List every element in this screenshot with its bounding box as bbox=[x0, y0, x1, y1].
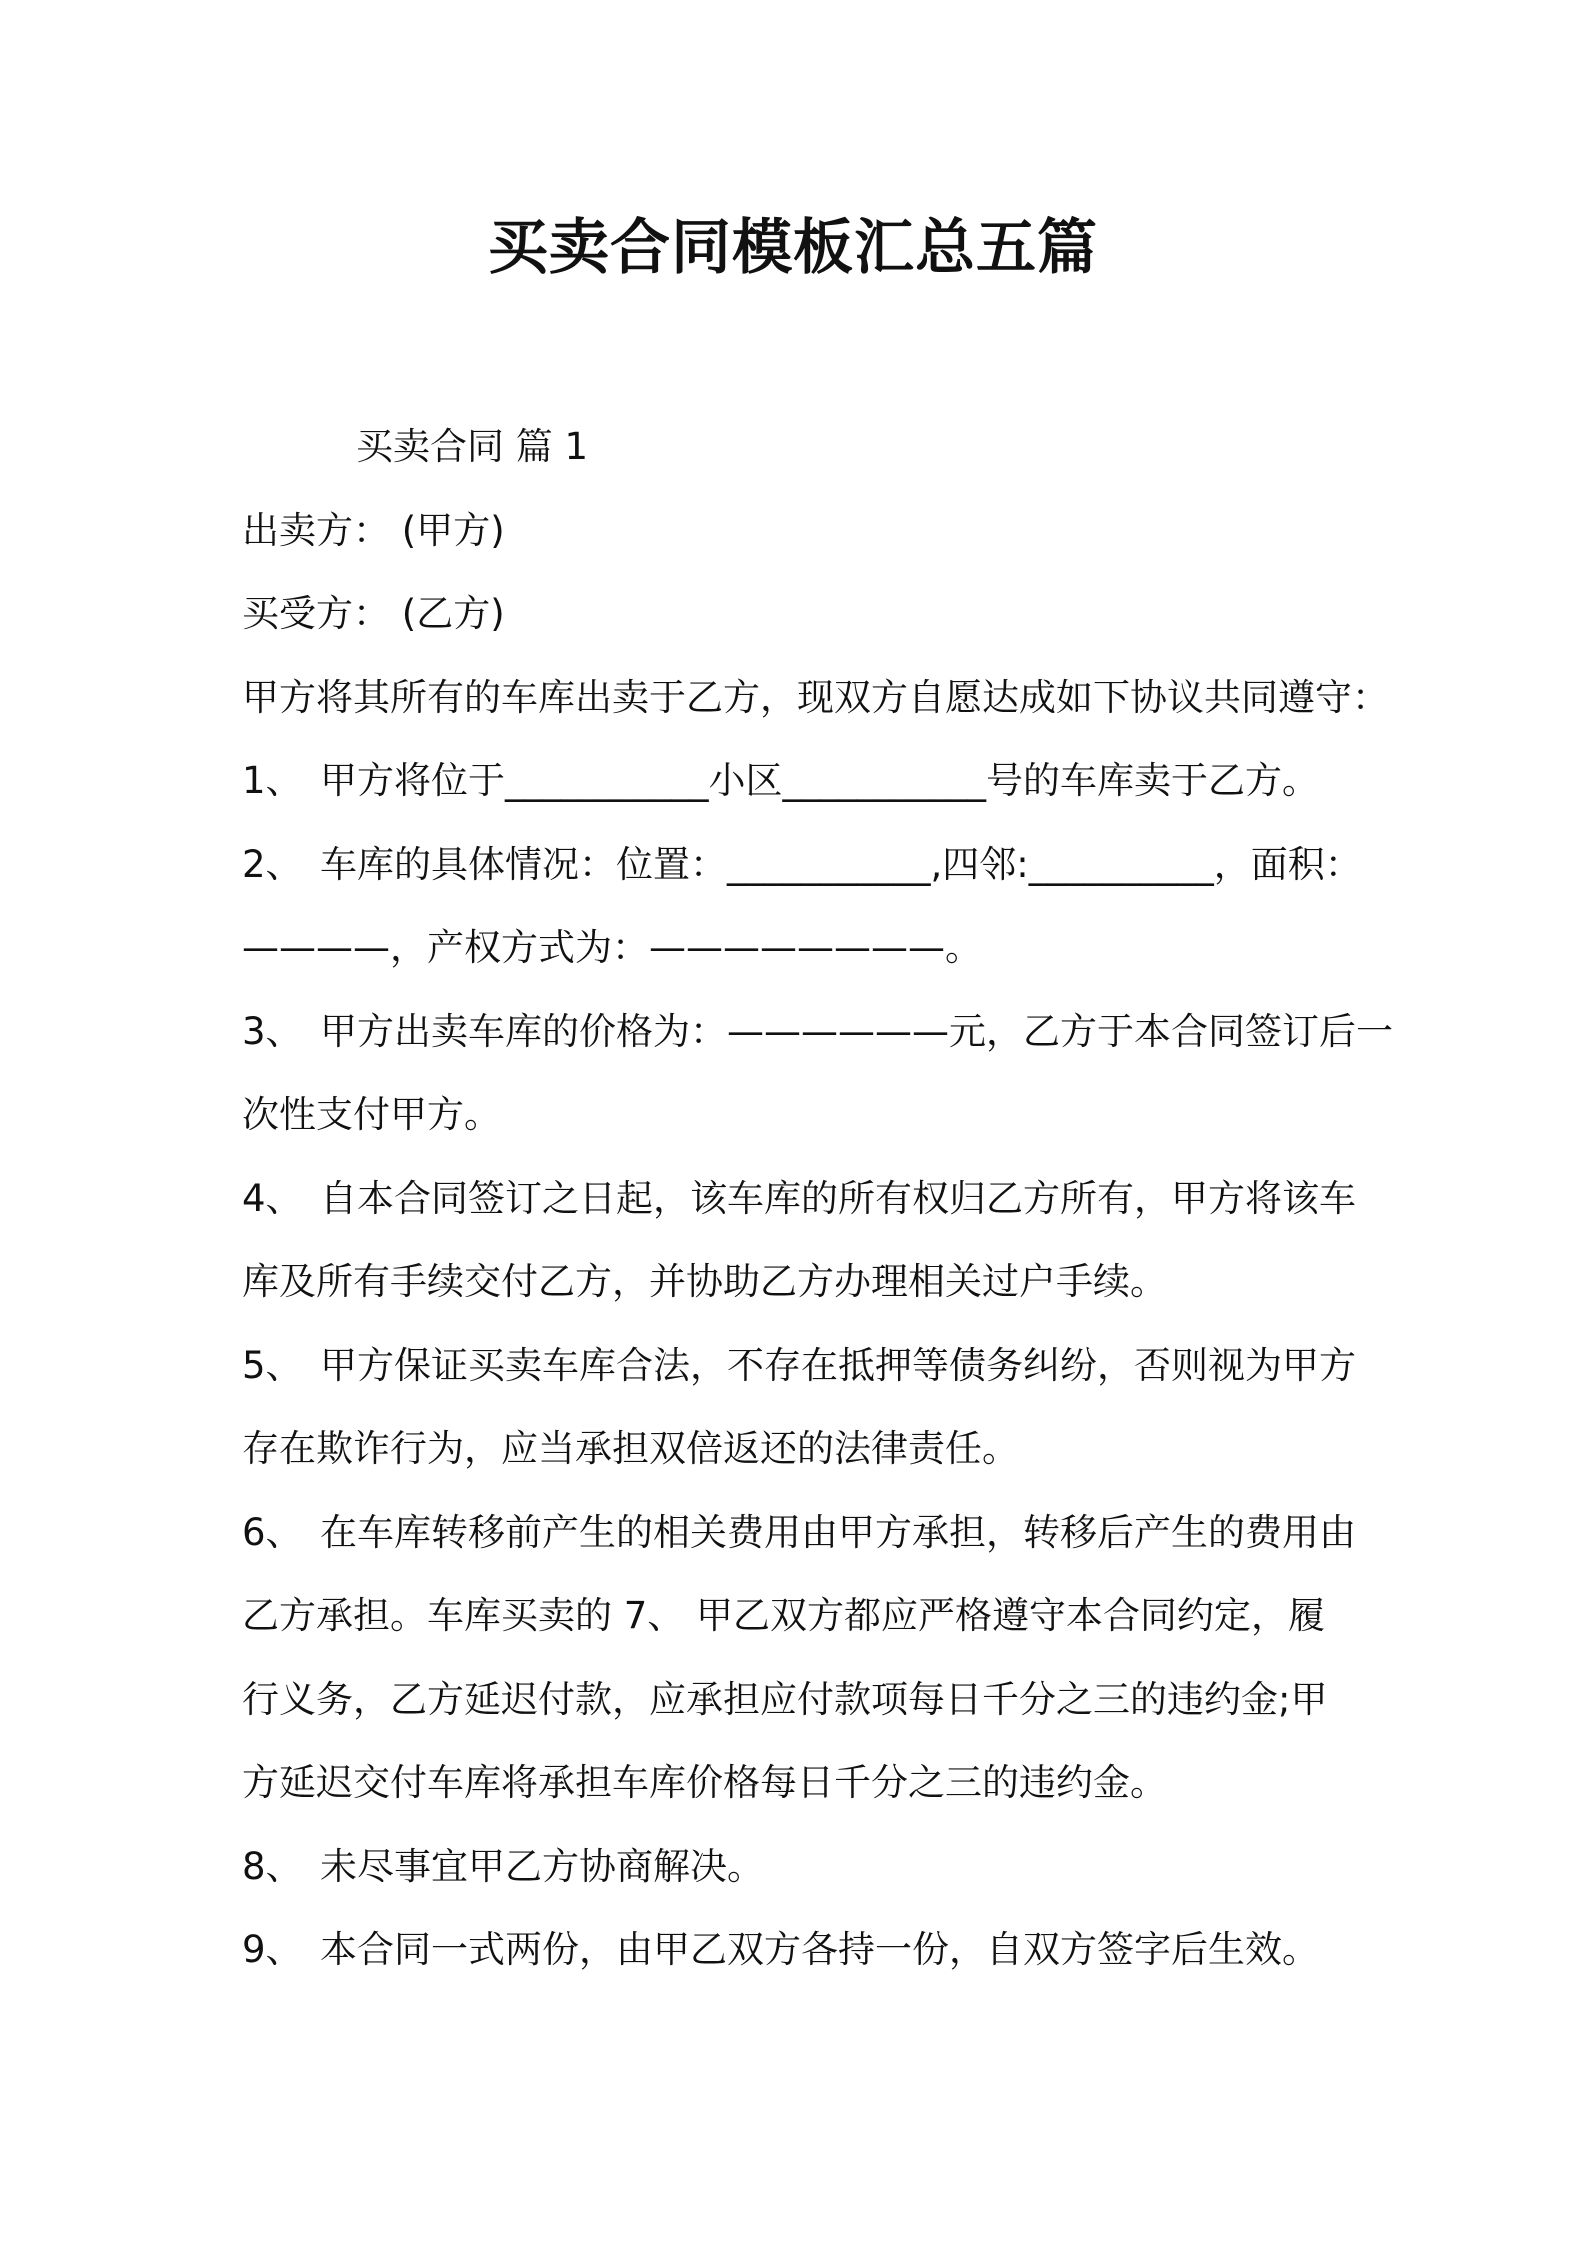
contract-line bbox=[242, 1240, 1362, 1324]
line-text: 方延迟交付车库将承担车库价格每日千分之三的违约金。 bbox=[242, 1761, 1167, 1804]
contract-line bbox=[242, 1574, 1362, 1658]
line-text: 甲方将其所有的车库出卖于乙方，现双方自愿达成如下协议共同遵守： bbox=[242, 675, 1389, 719]
clause-number: 9、 bbox=[242, 1928, 303, 1971]
line-text: 甲方出卖车库的价格为：——————元，乙方于本合同签订后一 bbox=[320, 1009, 1393, 1053]
contract-line bbox=[242, 656, 1389, 740]
clause-number: 5、 bbox=[242, 1343, 303, 1387]
document-title: 买卖合同模板汇总五篇 bbox=[488, 213, 1098, 283]
clause-number: 1、 bbox=[242, 759, 303, 802]
contract-line bbox=[242, 739, 1362, 823]
line-text: 甲方保证买卖车库合法，不存在抵押等债务纠纷，否则视为甲方 bbox=[320, 1343, 1356, 1387]
contract-line bbox=[242, 1741, 1362, 1825]
line-text: 乙方承担。车库买卖的 7、 甲乙双方都应严格遵守本合同约定，履 bbox=[242, 1594, 1326, 1637]
contract-line bbox=[242, 823, 1362, 907]
document-body bbox=[242, 405, 1393, 1992]
contract-line bbox=[242, 1658, 1362, 1742]
contract-line bbox=[242, 1157, 1362, 1241]
clause-number: 3、 bbox=[242, 1009, 303, 1053]
line-text: ————，产权方式为：————————。 bbox=[242, 926, 982, 969]
contract-line bbox=[242, 906, 1362, 990]
contract-line bbox=[242, 1324, 1362, 1408]
contract-line bbox=[242, 990, 1393, 1074]
clause-number: 8、 bbox=[242, 1844, 303, 1888]
line-text: 库及所有手续交付乙方，并协助乙方办理相关过户手续。 bbox=[242, 1260, 1167, 1303]
contract-line bbox=[242, 489, 1362, 573]
line-text: 买受方： (乙方) bbox=[242, 592, 505, 635]
contract-line bbox=[242, 572, 1362, 656]
line-text: 车库的具体情况：位置：___________,四邻:__________，面积： bbox=[320, 842, 1362, 886]
clause-number: 4、 bbox=[242, 1176, 303, 1220]
line-text: 存在欺诈行为，应当承担双倍返还的法律责任。 bbox=[242, 1427, 1019, 1470]
line-text: 出卖方： (甲方) bbox=[242, 508, 505, 552]
line-text: 次性支付甲方。 bbox=[242, 1093, 501, 1136]
line-text: 本合同一式两份，由甲乙双方各持一份，自双方签字后生效。 bbox=[320, 1928, 1319, 1971]
contract-line bbox=[242, 1825, 1362, 1909]
line-text: 甲方将位于___________小区___________号的车库卖于乙方。 bbox=[320, 759, 1319, 802]
contract-line bbox=[242, 1908, 1362, 1992]
section-heading: 买卖合同 篇 1 bbox=[356, 425, 589, 468]
line-text: 未尽事宜甲乙方协商解决。 bbox=[320, 1844, 764, 1888]
contract-line bbox=[242, 1407, 1362, 1491]
contract-line bbox=[242, 1073, 1362, 1157]
contract-lines bbox=[242, 489, 1393, 1992]
line-text: 行义务，乙方延迟付款，应承担应付款项每日千分之三的违约金;甲 bbox=[242, 1677, 1328, 1721]
clause-number: 2、 bbox=[242, 842, 303, 886]
line-text: 自本合同签订之日起，该车库的所有权归乙方所有，甲方将该车 bbox=[320, 1176, 1356, 1220]
clause-number: 6、 bbox=[242, 1510, 303, 1554]
line-text: 在车库转移前产生的相关费用由甲方承担，转移后产生的费用由 bbox=[320, 1510, 1356, 1554]
contract-line bbox=[242, 1491, 1362, 1575]
